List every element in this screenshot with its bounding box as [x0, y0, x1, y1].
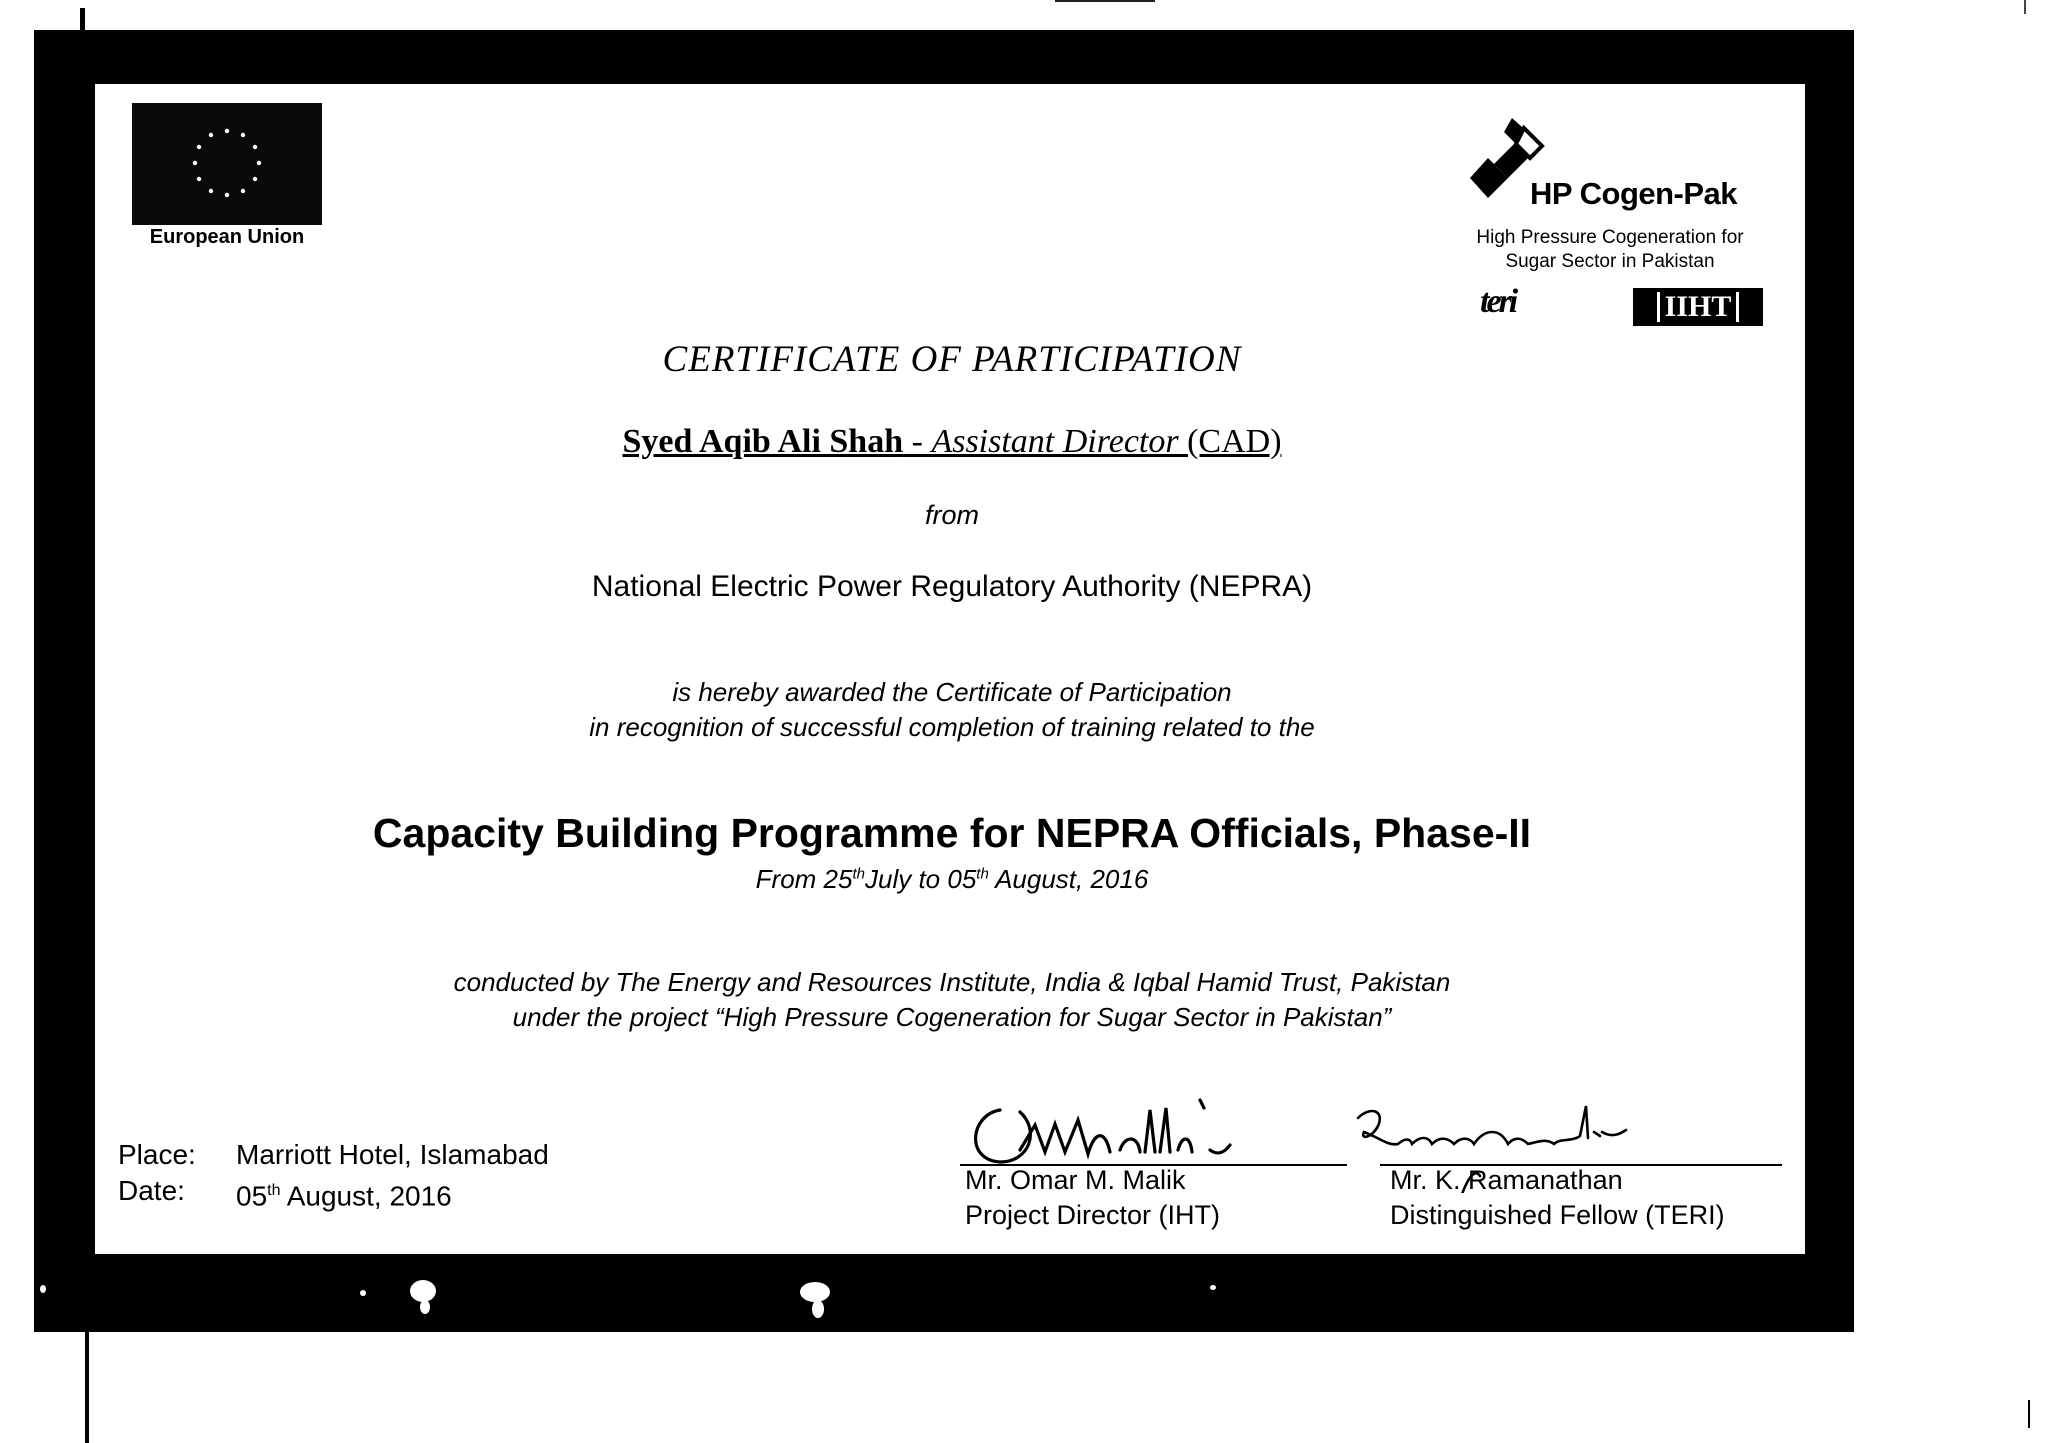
- eu-stars-icon: [132, 103, 322, 225]
- place-value: Marriott Hotel, Islamabad: [236, 1139, 549, 1170]
- eu-flag-logo: [132, 103, 322, 225]
- recipient-underlined: [622, 423, 1281, 460]
- subtitle-line: High Pressure Cogeneration for: [1476, 227, 1744, 248]
- scan-artifact-mark: [2024, 0, 2026, 14]
- teri-logo: teri: [1480, 283, 1516, 320]
- award-statement: [0, 675, 1904, 745]
- date-rest: August, 2016: [280, 1180, 452, 1212]
- date-row: [118, 1173, 549, 1214]
- recipient-line: [0, 423, 1904, 461]
- dates-part: August, 2016: [988, 864, 1149, 894]
- recipient-separator: -: [903, 423, 932, 460]
- scan-artifact-mark: [85, 1320, 89, 1443]
- place-row: [118, 1137, 549, 1173]
- date-label: Date:: [118, 1175, 185, 1206]
- award-line: is hereby awarded the Certificate of Participation: [672, 677, 1232, 707]
- scan-speckle: [360, 1290, 366, 1296]
- date-value: [236, 1173, 452, 1214]
- date-ordinal: th: [267, 1182, 281, 1199]
- signatory-malik: [965, 1163, 1220, 1233]
- scan-speckle: [800, 1282, 830, 1302]
- certificate-title: CERTIFICATE OF PARTICIPATION: [662, 339, 1242, 380]
- award-line: in recognition of successful completion of training related to the: [589, 712, 1315, 742]
- dates-part: July to 05: [865, 864, 977, 894]
- recipient-name: Syed Aqib Ali Shah: [622, 423, 904, 460]
- conducted-statement: [0, 965, 1904, 1035]
- signatory-title: Project Director (IHT): [965, 1200, 1221, 1230]
- place-label: Place:: [118, 1139, 196, 1170]
- scan-artifact-mark: [2028, 1400, 2030, 1428]
- programme-dates: [0, 864, 1904, 895]
- signatory-title: Distinguished Fellow (TERI): [1390, 1200, 1725, 1230]
- iiht-logo: [1633, 288, 1763, 326]
- place-date-block: [118, 1137, 549, 1214]
- hp-cogen-pak-title: HP Cogen-Pak: [1530, 176, 1738, 211]
- signatory-name: Mr. Omar M. Malik: [965, 1165, 1186, 1195]
- programme-title: Capacity Building Programme for NEPRA Officials, Phase-II: [372, 810, 1532, 856]
- date-day: 05: [236, 1180, 268, 1212]
- from-text: from: [925, 500, 979, 530]
- signatory-ramanathan: [1390, 1163, 1725, 1233]
- organization-name: National Electric Power Regulatory Authority (NEPRA): [591, 570, 1313, 603]
- dates-ordinal: th: [976, 865, 989, 883]
- scan-artifact-line: [1055, 0, 1155, 2]
- scan-speckle: [1210, 1285, 1216, 1290]
- iiht-logo-text: IIHT: [1657, 292, 1740, 322]
- hp-cogen-pak-subtitle: [1440, 226, 1780, 274]
- conducted-line: under the project “High Pressure Cogeneration for Sugar Sector in Pakistan”: [512, 1002, 1392, 1032]
- recipient-department: (CAD): [1178, 423, 1282, 460]
- signatory-name: Mr. K. Ramanathan: [1390, 1165, 1623, 1195]
- eu-label: European Union: [149, 226, 305, 248]
- scan-artifact-mark: [80, 8, 85, 30]
- dates-ordinal: th: [852, 865, 865, 883]
- dates-part: From 25: [755, 864, 853, 894]
- scan-speckle: [812, 1300, 824, 1318]
- scan-speckle: [420, 1300, 430, 1314]
- conducted-line: conducted by The Energy and Resources Institute, India & Iqbal Hamid Trust, Pakistan: [453, 967, 1451, 997]
- subtitle-line: Sugar Sector in Pakistan: [1505, 251, 1715, 272]
- scan-speckle: [40, 1285, 46, 1293]
- recipient-role: Assistant Director: [931, 423, 1179, 460]
- scan-speckle: [410, 1280, 436, 1302]
